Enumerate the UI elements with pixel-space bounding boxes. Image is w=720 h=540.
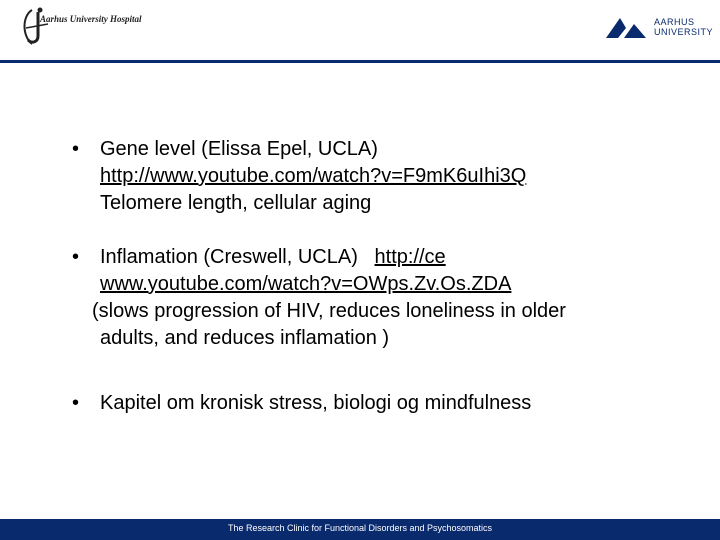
slide-header (0, 0, 720, 62)
hospital-logo-icon (18, 6, 188, 48)
university-logo-text (654, 17, 713, 37)
bullet-line (100, 244, 692, 271)
slide-footer (0, 519, 720, 540)
bullet-item-inflamation (72, 244, 692, 352)
bullet-subtext: Telomere length, cellular aging (100, 192, 372, 214)
bullet-text: Inflamation (Creswell, UCLA) (100, 246, 358, 268)
bullet-subtext: (slows progression of HIV, reduces loneliness in older (92, 300, 566, 322)
bullet-dot: • (72, 138, 80, 160)
footer-text: The Research Clinic for Functional Disorders and Psychosomatics (227, 523, 493, 533)
bullet-item-gene-level (72, 136, 692, 217)
university-logo-line1: AARHUS (654, 17, 695, 27)
bullet-item-kapitel (72, 390, 692, 417)
university-logo-line2: UNIVERSITY (654, 27, 714, 37)
hospital-logo-text: Aarhus University Hospital (40, 14, 142, 24)
slide-body (72, 136, 692, 417)
youtube-link-inflamation-part2[interactable]: www.youtube.com/watch?v=OWps.Zv.Os.ZDA (100, 273, 512, 295)
bullet-dot: • (72, 246, 80, 268)
bullet-subtext: adults, and reduces inflamation ) (100, 327, 390, 349)
bullet-text: Gene level (Elissa Epel, UCLA) (100, 138, 378, 160)
youtube-link-inflamation-part1[interactable]: http://ce (374, 246, 446, 268)
header-divider (0, 60, 720, 63)
bullet-dot: • (72, 392, 80, 414)
youtube-link-telomere[interactable]: http://www.youtube.com/watch?v=F9mK6uIhi3Q (100, 165, 527, 187)
bullet-text: Kapitel om kronisk stress, biologi og mindfulness (100, 392, 532, 414)
